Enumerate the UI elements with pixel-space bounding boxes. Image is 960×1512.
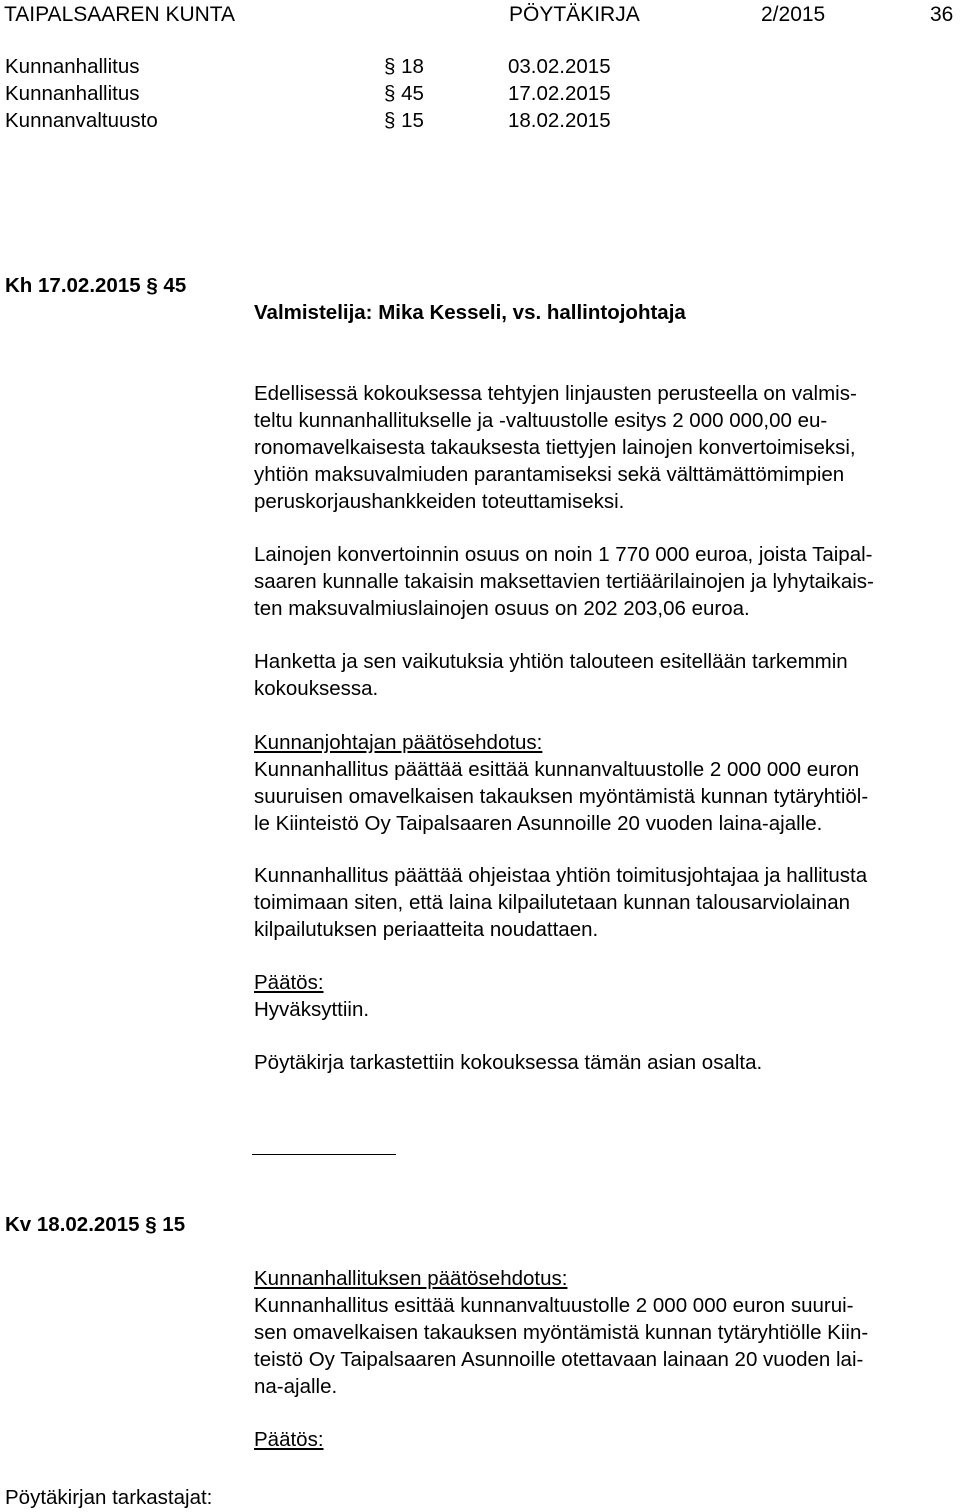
meeting-body: Kunnanhallitus: [5, 82, 140, 105]
reviewers-label: Pöytäkirjan tarkastajat:: [5, 1486, 213, 1509]
decision-text: Hyväksyttiin.: [254, 998, 370, 1021]
decision-label: Päätös:: [254, 971, 324, 994]
kh-heading: Kh 17.02.2015 § 45: [5, 274, 187, 297]
meeting-date: 17.02.2015: [508, 82, 611, 105]
preparer-line: Valmistelija: Mika Kesseli, vs. hallintojohtaja: [254, 301, 686, 324]
kv-proposal-label: Kunnanhallituksen päätösehdotus:: [254, 1267, 568, 1290]
kh-paragraph-1: Edellisessä kokouksessa tehtyjen linjausten perusteella on valmis- teltu kunnanhallitukselle ja -valtuustolle esitys 2 000 000,00 eu- ronomavelkaisesta takauksesta tiettyjen lainojen konvertoimiseksi, yhtiön maksuvalmiuden parantamiseksi sekä välttämättömimpien peruskorjaushankkeiden toteuttamiseksi.: [254, 382, 857, 513]
kh-proposal-1: Kunnanhallitus päättää esittää kunnanvaltuustolle 2 000 000 euron suuruisen omavelkaisen takauksen myöntämistä kunnan tytäryhtiöl- le Kiinteistö Oy Taipalsaaren Asunnoille 20 vuoden laina-ajalle.: [254, 758, 869, 835]
meeting-section: § 18: [384, 55, 424, 78]
meeting-section: § 15: [384, 109, 424, 132]
meeting-body: Kunnanvaltuusto: [5, 109, 158, 132]
section-divider: [252, 1154, 396, 1155]
meeting-date: 03.02.2015: [508, 55, 611, 78]
kh-paragraph-3: Hanketta ja sen vaikutuksia yhtiön talouteen esitellään tarkemmin kokouksessa.: [254, 650, 848, 700]
document-number: 2/2015: [761, 3, 826, 26]
kh-paragraph-2: Lainojen konvertoinnin osuus on noin 1 770 000 euroa, joista Taipal- saaren kunnalle takaisin maksettavien tertiäärilainojen ja lyhytaikais- ten maksuvalmiuslainojen osuus on 202 203,06 euroa.: [254, 543, 874, 620]
meeting-date: 18.02.2015: [508, 109, 611, 132]
meeting-section: § 45: [384, 82, 424, 105]
kv-heading: Kv 18.02.2015 § 15: [5, 1213, 186, 1236]
minutes-checked-note: Pöytäkirja tarkastettiin kokouksessa tämän asian osalta.: [254, 1051, 763, 1074]
document-type: PÖYTÄKIRJA: [509, 3, 640, 26]
page-number: 36: [930, 3, 954, 26]
meeting-body: Kunnanhallitus: [5, 55, 140, 78]
kv-proposal: Kunnanhallitus esittää kunnanvaltuustolle 2 000 000 euron suurui- sen omavelkaisen takauksen myöntämistä kunnan tytäryhtiölle Kiin- teistö Oy Taipalsaaren Asunnoille otettavaan lainaan 20 vuoden lai- na-ajalle.: [254, 1294, 869, 1398]
kv-decision-label: Päätös:: [254, 1428, 324, 1451]
organization-name: TAIPALSAAREN KUNTA: [4, 3, 236, 26]
proposal-label: Kunnanjohtajan päätösehdotus:: [254, 731, 543, 754]
kh-proposal-2: Kunnanhallitus päättää ohjeistaa yhtiön toimitusjohtajaa ja hallitusta toimimaan siten, että laina kilpailutetaan kunnan talousarviolainan kilpailutuksen periaatteita noudattaen.: [254, 864, 868, 941]
